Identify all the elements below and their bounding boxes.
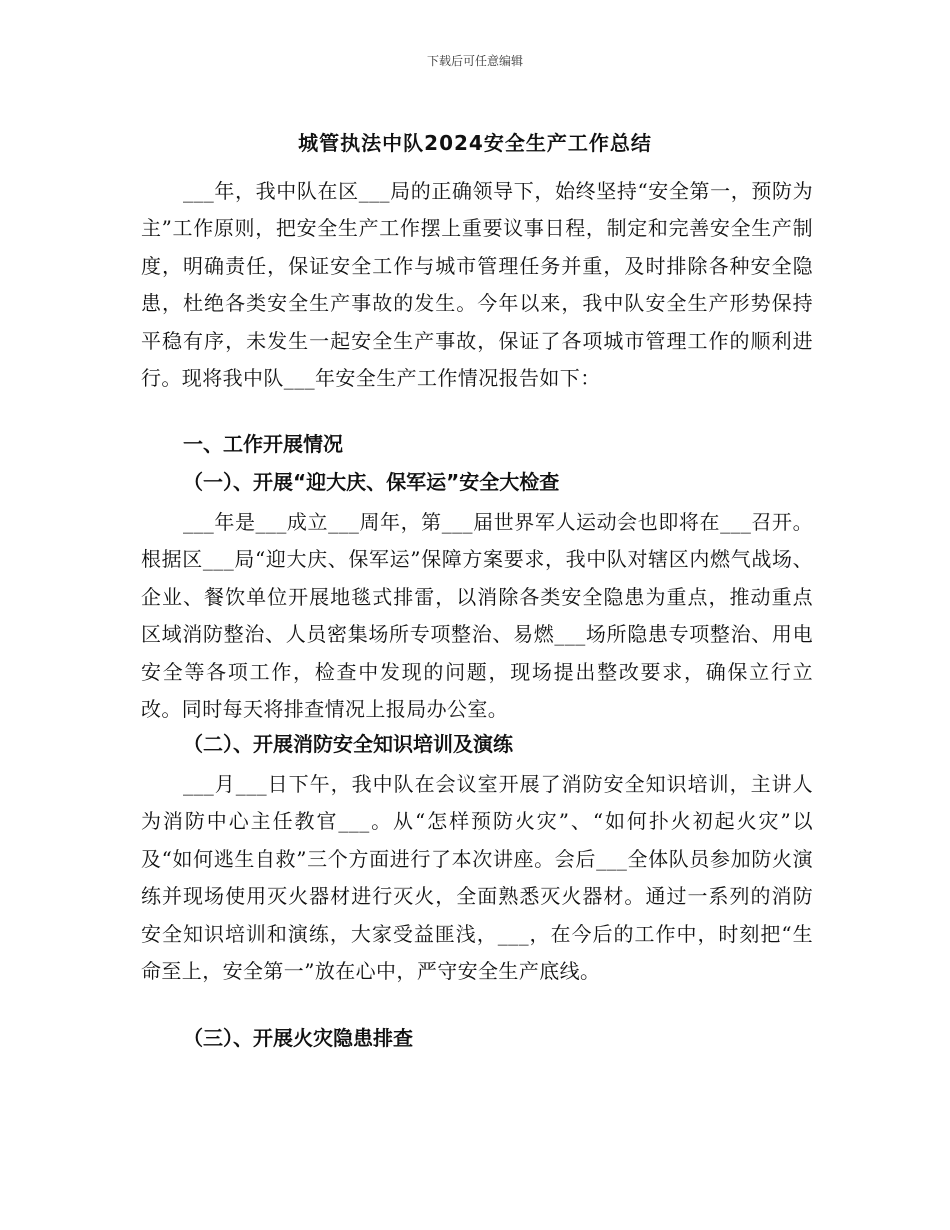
header-note: 下载后可任意编辑 bbox=[426, 54, 523, 68]
subsection-heading-3: （三）、开展火灾隐患排查 bbox=[183, 1026, 413, 1050]
document-title: 城管执法中队2024安全生产工作总结 bbox=[298, 131, 652, 155]
subsection-1-paragraph: ___年是___成立___周年，第___届世界军人运动会也即将在___召开。根据区___局“迎大庆、保军运”保障方案要求，我中队对辖区内燃气战场、企业、餐饮单位开展地毯式排雷，以消除各类安全隐患为重点，推动重点区域消防整治、人员密集场所专项整治、易燃___场所隐患专项整治、用电安全等各项工作，检查中发现的问题，现场提出整改要求，确保立行立改。同时每天将排查情况上报局办公室。 bbox=[141, 510, 813, 722]
subsection-heading-2: （二）、开展消防安全知识培训及演练 bbox=[183, 732, 513, 756]
intro-paragraph: ___年，我中队在区___局的正确领导下，始终坚持“安全第一，预防为主”工作原则，把安全生产工作摆上重要议事日程，制定和完善安全生产制度，明确责任，保证安全工作与城市管理任务并重，及时排除各种安全隐患，杜绝各类安全生产事故的发生。今年以来，我中队安全生产形势保持平稳有序，未发生一起安全生产事故，保证了各项城市管理工作的顺利进行。现将我中队___年安全生产工作情况报告如下： bbox=[141, 179, 813, 391]
subsection-2-paragraph: ___月___日下午，我中队在会议室开展了消防安全知识培训，主讲人为消防中心主任教官___。从“怎样预防火灾”、“如何扑火初起火灾”以及“如何逃生自救”三个方面进行了本次讲座。会后___全体队员参加防火演练并现场使用灭火器材进行灭火，全面熟悉灭火器材。通过一系列的消防安全知识培训和演练，大家受益匪浅，___，在今后的工作中，时刻把“生命至上，安全第一”放在心中，严守安全生产底线。 bbox=[141, 772, 813, 984]
subsection-heading-1: （一）、开展“迎大庆、保军运”安全大检查 bbox=[183, 470, 560, 494]
section-heading-main: 一、工作开展情况 bbox=[183, 432, 343, 456]
